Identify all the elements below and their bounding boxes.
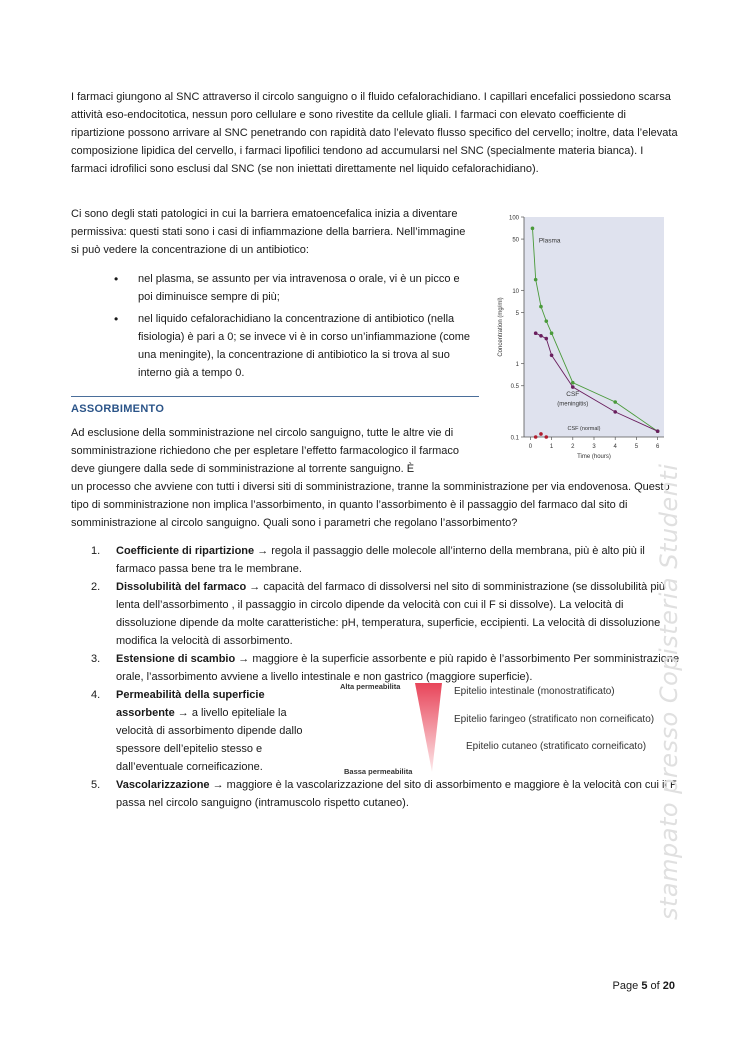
data-point — [571, 385, 575, 389]
data-point — [544, 435, 548, 439]
y-tick-label: 100 — [508, 215, 519, 222]
permeability-figure — [330, 677, 680, 777]
list-item: 3. Estensione di scambio → maggiore è la superficie assorbente e più rapido è l’assorbimento Per somministrazione orale, l’assorbimento avviene a livello intestinale e non gastrico (maggiore superficie). — [91, 653, 680, 683]
series-label-csf-sub: (meningitis) — [557, 401, 589, 408]
x-tick-label: 4 — [613, 444, 617, 450]
paragraph-absorption-cont: un processo che avviene con tutti i diversi siti di somministrazione, tranne la somministrazione per via endovenosa. Questo tipo di somministrazione non implica l’assorbimento, in quanto l’assorbimento è il passaggio del farmaco dal sito di somministrazione al circolo sanguigno. Quali sono i parametri che regolano l’assorbimento? — [71, 481, 670, 529]
y-axis-label: Concentration (mg/ml) — [498, 297, 504, 357]
series-label-csf: CSF — [566, 391, 580, 399]
x-tick-label: 3 — [592, 444, 596, 450]
y-tick-label: 1 — [515, 362, 519, 369]
data-point — [539, 305, 543, 309]
list-item: • nel liquido cefalorachidiano la concentrazione di antibiotico (nella fisiologia) è pari a 0; se invece vi è in corso un’infiammazione (come una meningite), la concentrazione di antibiotico la si trova al suo interno già a tempo 0. — [104, 310, 476, 382]
arrow-icon: → — [212, 779, 224, 791]
y-tick-label: 0.1 — [510, 435, 519, 442]
x-tick-label: 0 — [528, 444, 533, 450]
list-item: 4. Permeabilità della superficie assorbente → a livello epiteliale la velocità di assorbimento dipende dallo spessore dell’epitelio stesso e dall’eventuale corneificazione. — [91, 689, 303, 773]
arrow-icon: → — [249, 581, 261, 593]
data-point — [539, 334, 543, 338]
y-tick-label: 10 — [512, 288, 519, 295]
x-axis-label: Time (hours) — [577, 454, 611, 460]
arrow-icon: → — [177, 707, 189, 719]
data-point — [550, 354, 554, 358]
plot-background — [524, 217, 664, 437]
section-heading: ASSORBIMENTO — [71, 403, 165, 415]
data-point — [539, 432, 543, 436]
data-point — [544, 337, 548, 341]
high-permeability-label: Alta permeabilita — [340, 682, 401, 691]
paragraph-pathology: Ci sono degli stati patologici in cui la barriera ematoencefalica inizia a diventare permissiva: questi stati sono i casi di infiammazione della barriera. Nell’immagine si può vedere la concentrazione di un antibiotico: — [71, 208, 466, 256]
data-point — [534, 435, 538, 439]
x-tick-label: 6 — [655, 444, 660, 450]
bullet-list — [104, 270, 476, 386]
epithelium-item: Epitelio faringeo (stratificato non corneificato) — [454, 714, 655, 725]
series-label-plasma: Plasma — [538, 237, 561, 245]
data-point — [531, 227, 535, 231]
y-tick-label: 0.5 — [510, 384, 519, 391]
arrow-icon: → — [238, 653, 250, 665]
section-divider — [71, 396, 479, 397]
data-point — [534, 331, 538, 335]
paragraph-absorption-intro: Ad esclusione della somministrazione nel circolo sanguigno, tutte le altre vie di somministrazione richiedono che per espletare l’effetto farmacologico il farmaco deve giungere dalla sede di somministrazione al torrente sanguigno. È — [71, 427, 460, 475]
data-point — [550, 331, 554, 335]
data-point — [613, 400, 617, 404]
page-footer: Page 5 of 20 — [612, 980, 675, 992]
series-label-csf-normal: CSF (normal) — [567, 425, 601, 432]
watermark: stampato presso Copisteria Studenti — [655, 463, 683, 920]
paragraph-snc: I farmaci giungono al SNC attraverso il circolo sanguigno o il fluido cefalorachidiano. I capillari encefalici possiedono scarsa attività eso-endocitotica, nessun poro cellulare e sono rivestite da cellule gliali. I farmaci con elevato coefficiente di ripartizione possono arrivare al SNC penetrando con rapidità dato l’elevato flusso specifico del cervello; inoltre, data l’elevata composizione lipidica del cervello, i farmaci lipofilici tendono ad accumularsi nel SNC (specialmente materia bianca). I farmaci idrofilici sono esclusi dal SNC (se non iniettati direttamente nel liquido cefalorachidiano). — [71, 91, 678, 175]
y-tick-label: 50 — [512, 237, 519, 244]
data-point — [534, 278, 538, 282]
x-tick-label: 5 — [634, 444, 639, 450]
list-item: 5. Vascolarizzazione → maggiore è la vascolarizzazione del sito di assorbimento e maggiore è la velocità con cui il F passa nel circolo sanguigno (intramuscolo rispetto cutaneo). — [91, 779, 677, 809]
epithelium-item: Epitelio intestinale (monostratificato) — [454, 686, 615, 697]
list-item: • nel plasma, se assunto per via intravenosa o orale, vi è un picco e poi diminuisce sempre di più; — [104, 270, 476, 306]
data-point — [571, 381, 575, 385]
x-tick-label: 1 — [549, 444, 554, 450]
epithelium-item: Epitelio cutaneo (stratificato corneificato) — [466, 741, 647, 752]
data-point — [613, 410, 617, 414]
list-item: 1. Coefficiente di ripartizione → regola il passaggio delle molecole all’interno della membrana, più è alto più il farmaco passa bene tra le membrane. — [91, 545, 645, 575]
permeability-gradient-wedge — [415, 683, 442, 772]
arrow-icon: → — [257, 545, 269, 557]
list-item: 2. Dissolubilità del farmaco → capacità del farmaco di dissolversi nel sito di somministrazione (se dissolubilità più lenta dell’assorbimento , il passaggio in circolo dipende da velocità con cui il F si dissolve). La velocità di dissoluzione dipende da molte caratteristiche: pH, temperatura, superficie, eccipienti. La velocità di dissoluzione modifica la velocità di assorbimento. — [91, 581, 666, 647]
y-tick-label: 5 — [515, 310, 519, 317]
x-tick-label: 2 — [571, 444, 575, 450]
low-permeability-label: Bassa permeabilita — [344, 767, 413, 776]
data-point — [656, 429, 660, 433]
antibiotic-concentration-chart — [484, 205, 674, 460]
data-point — [544, 319, 548, 323]
